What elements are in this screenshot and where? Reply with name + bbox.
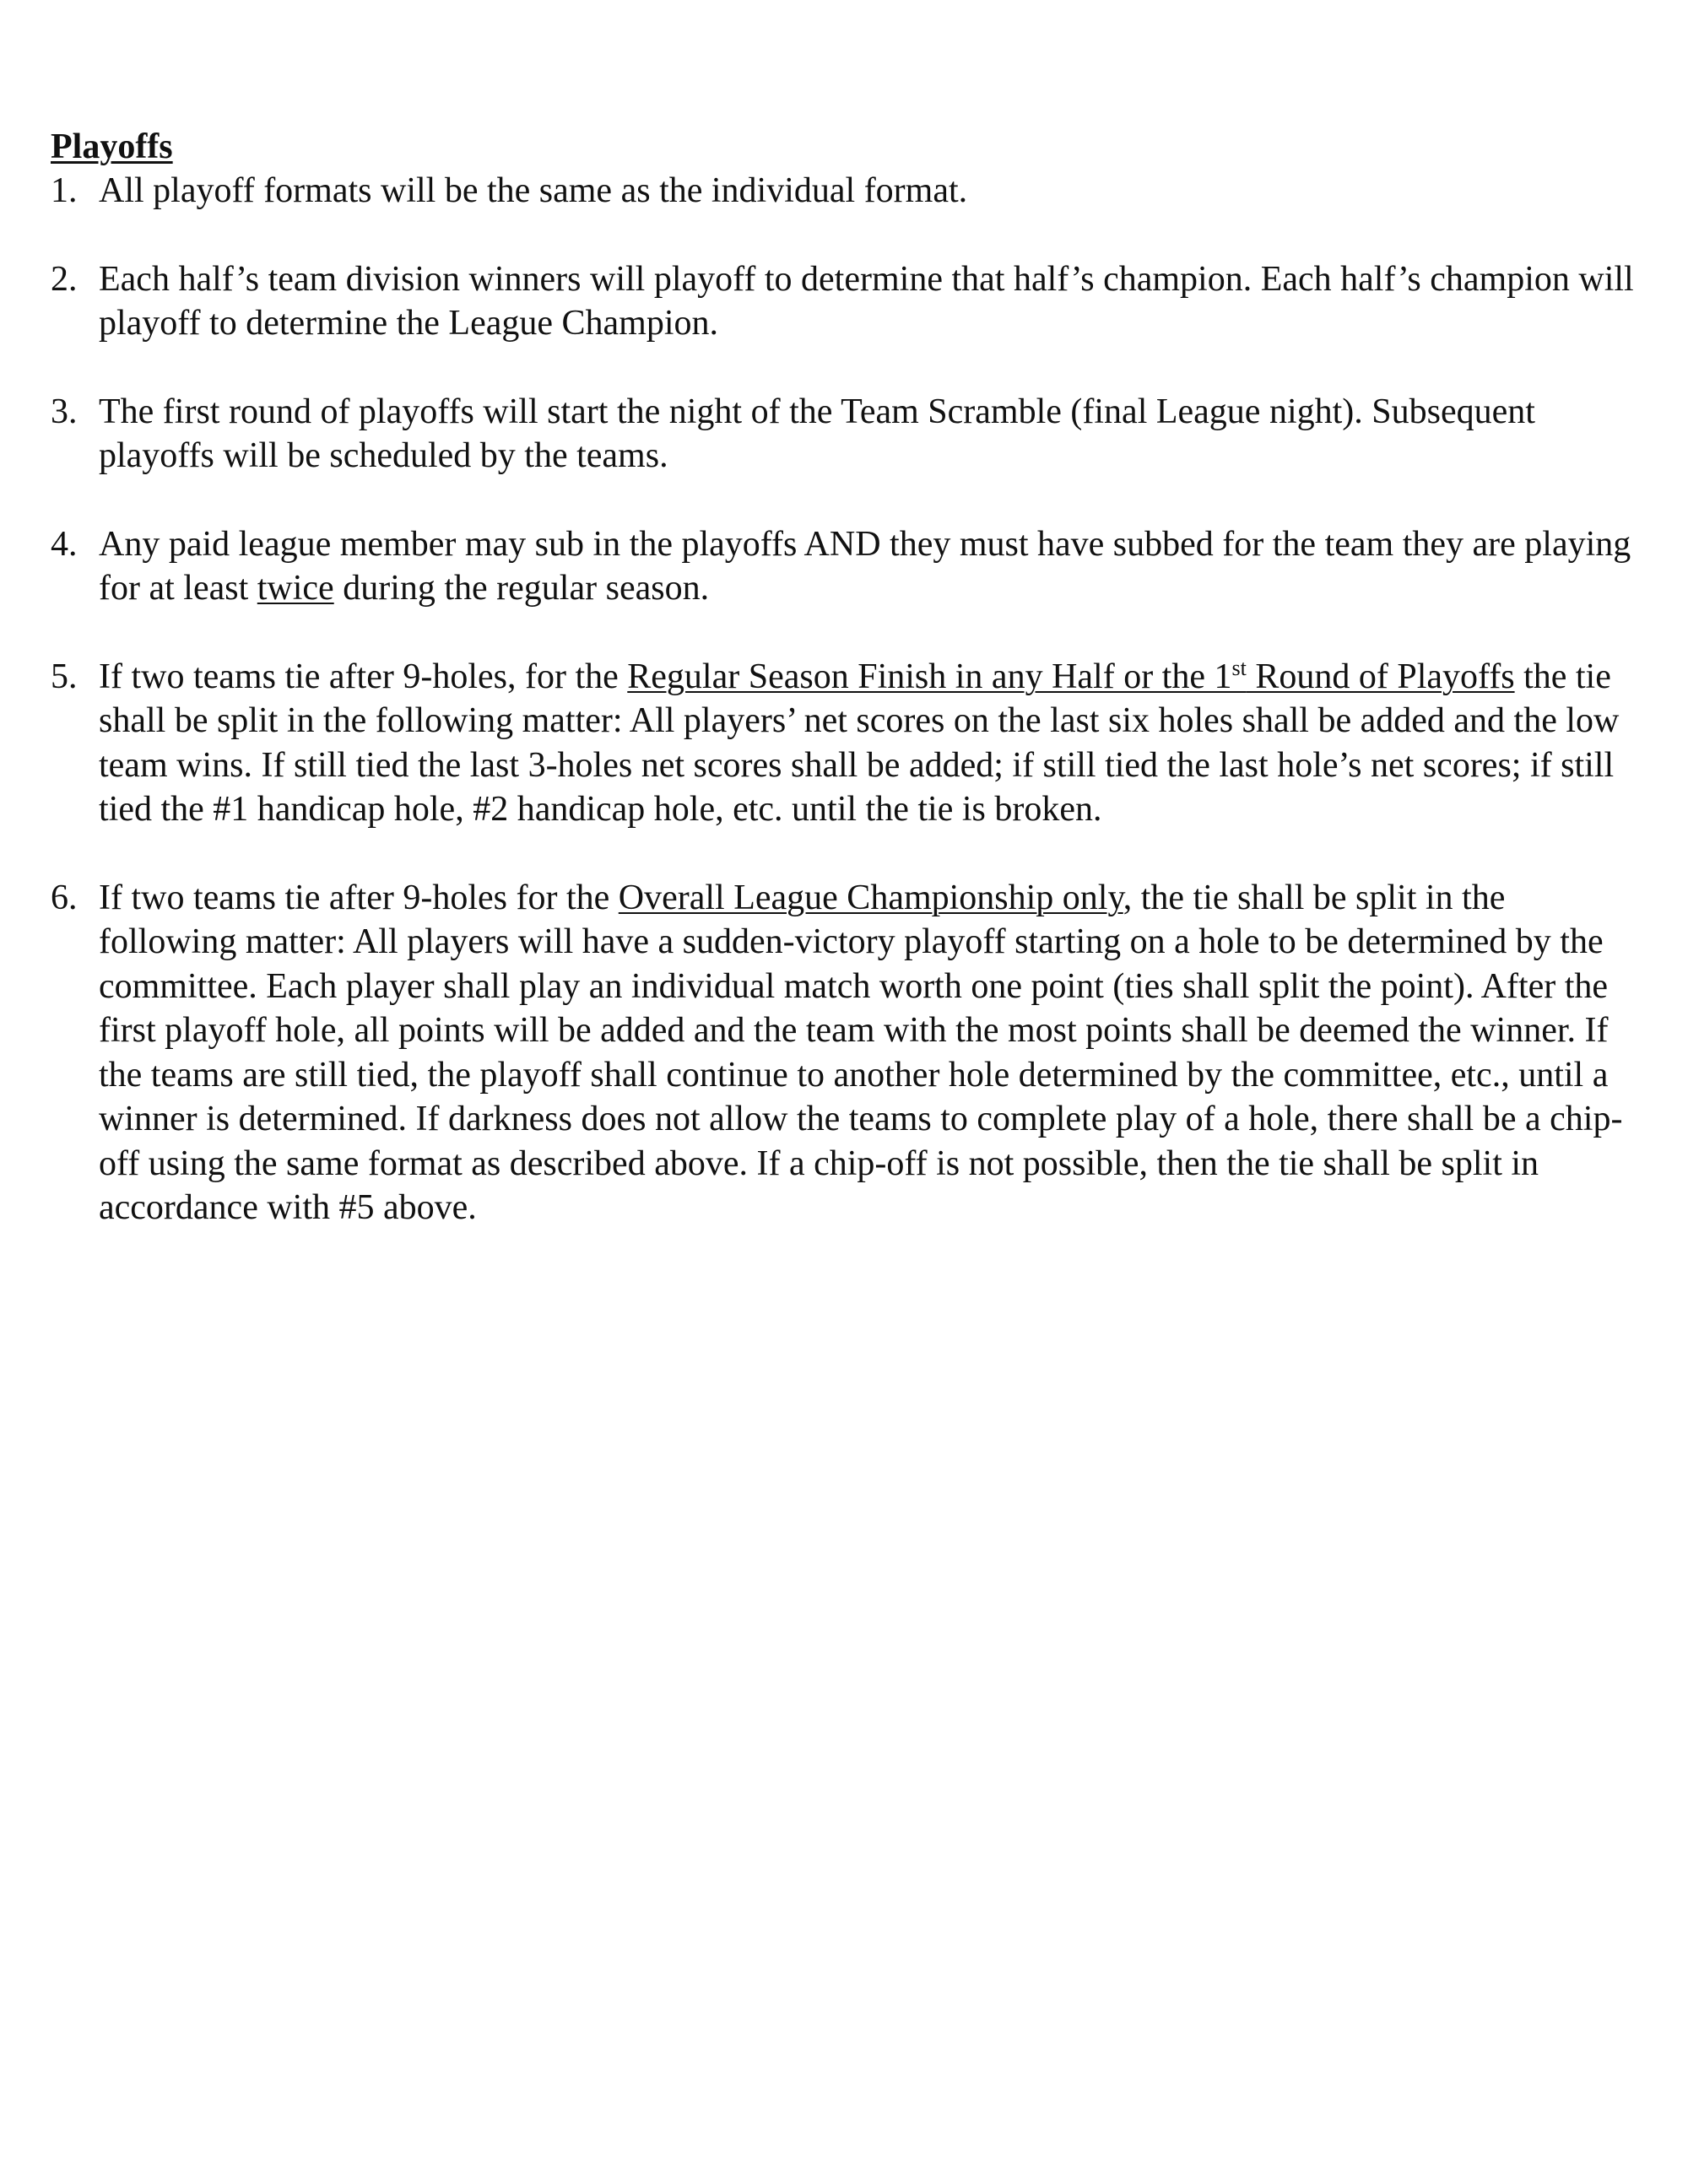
document-content: [51, 125, 1637, 1274]
rule-text-before: Any paid league member may sub in the playoffs AND they must have subbed for the team they are playing for at least: [99, 524, 1631, 608]
rule-text: [99, 522, 1637, 611]
rule-number: 3.: [51, 392, 78, 431]
section-heading: Playoffs: [51, 127, 173, 166]
rule-item-6: [51, 876, 1637, 1230]
underlined-part-a: Regular Season Finish in any Half or the 1: [627, 657, 1232, 696]
rule-text: [99, 655, 1637, 832]
rule-text: Each half’s team division winners will playoff to determine that half’s champion. Each half’s champion will playoff to determine the League Champion.: [99, 259, 1634, 343]
rule-number: 4.: [51, 524, 78, 564]
rule-item-2: [51, 257, 1637, 346]
rule-number: 2.: [51, 259, 78, 299]
underlined-emphasis: Overall League Championship only: [618, 878, 1123, 917]
rule-text: [99, 876, 1637, 1230]
rule-number: 6.: [51, 878, 78, 917]
rule-number: 1.: [51, 171, 78, 210]
rule-item-4: [51, 522, 1637, 611]
rule-text-before: If two teams tie after 9-holes for the: [99, 878, 619, 917]
rule-item-5: [51, 655, 1637, 832]
underlined-emphasis: twice: [257, 569, 334, 608]
rule-number: 5.: [51, 657, 78, 696]
underlined-part-b: Round of Playoffs: [1246, 657, 1515, 696]
ordinal-superscript: st: [1231, 655, 1247, 680]
rule-text: The first round of playoffs will start the night of the Team Scramble (final League night). Subsequent playoffs will be scheduled by the teams.: [99, 392, 1535, 475]
rule-text: All playoff formats will be the same as the individual format.: [99, 171, 968, 210]
underlined-emphasis: [627, 657, 1514, 696]
rules-list: [51, 169, 1637, 1230]
rule-item-3: [51, 390, 1637, 478]
rule-item-1: [51, 169, 1637, 214]
rule-text-before: If two teams tie after 9-holes, for the: [99, 657, 628, 696]
rule-text-after: the tie shall be split in the following matter: All players’ net scores on the last six holes shall be added and the low team wins. If still tied the last 3-holes net scores shall be added; if still tied the last hole’s net scores; if still tied the #1 handicap hole, #2 handicap hole, etc. until the tie is broken.: [99, 657, 1620, 829]
rule-text-after: during the regular season.: [333, 569, 710, 608]
rule-text-after: , the tie shall be split in the following matter: All players will have a sudden-victory playoff starting on a hole to be determined by the committee. Each player shall play an individual match worth one point (ties shall split the point). After the first playoff hole, all points will be added and the team with the most points shall be deemed the winner. If the teams are still tied, the playoff shall continue to another hole determined by the committee, etc., until a winner is determined. If darkness does not allow the teams to complete play of a hole, there shall be a chip-off using the same format as described above. If a chip-off is not possible, then the tie shall be split in accordance with #5 above.: [99, 878, 1623, 1227]
